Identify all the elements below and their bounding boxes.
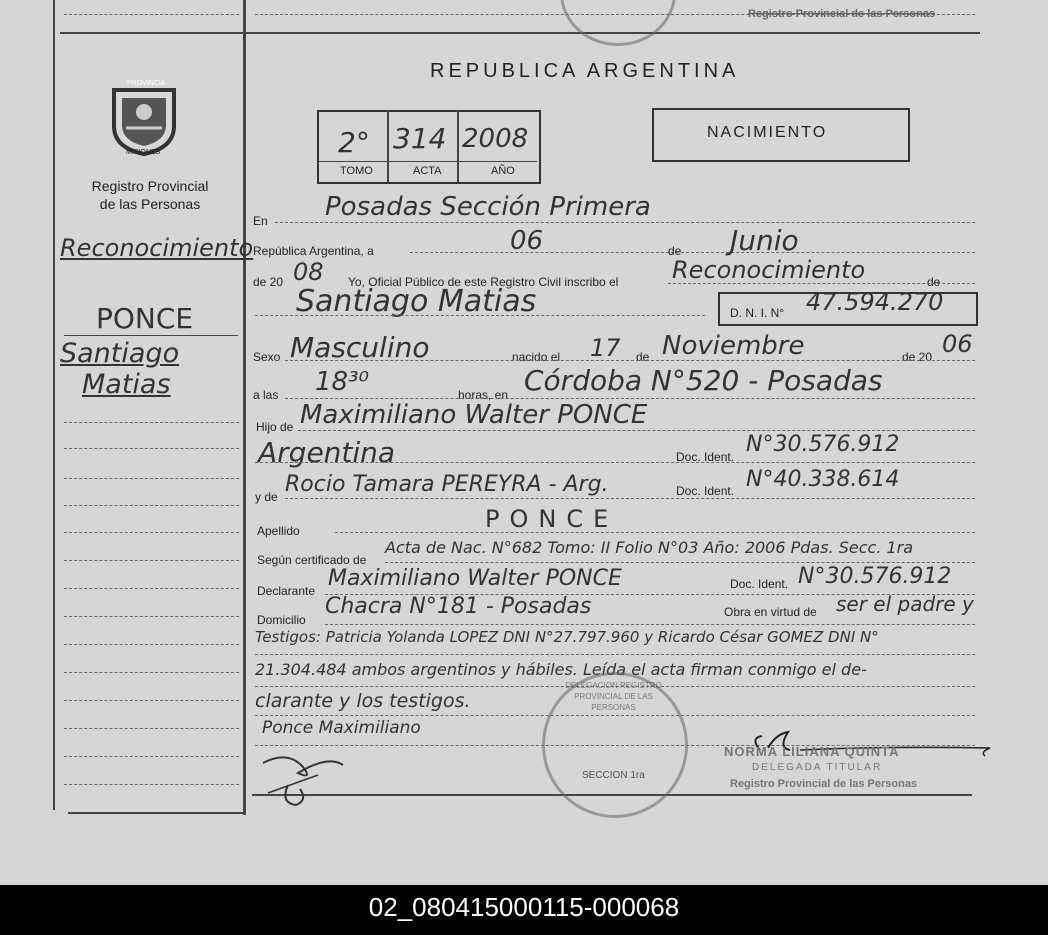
field-padre: Maximiliano Walter PONCE: [300, 400, 648, 430]
country-title: REPUBLICA ARGENTINA: [430, 60, 740, 82]
label-obra: Obra en virtud de: [724, 605, 817, 619]
label-doc-2: Doc. Ident.: [676, 484, 735, 498]
label-hijo: Hijo de: [256, 420, 294, 434]
field-mes: Junio: [730, 224, 799, 257]
label-doc-1: Doc. Ident.: [676, 450, 735, 464]
label-yde: y de: [255, 490, 278, 504]
field-hora: 18³⁰: [315, 367, 369, 397]
label-yo: Yo, Oficial Público de este Registro Civil inscribo el: [348, 275, 619, 289]
field-madre: Rocio Tamara PEREYRA - Arg.: [285, 472, 609, 497]
label-alas: a las: [253, 388, 279, 402]
field-domicilio: Chacra N°181 - Posadas: [325, 594, 592, 619]
label-de20: de 20: [253, 275, 284, 289]
field-testigos-3: clarante y los testigos.: [255, 690, 471, 712]
sidebar-line: [64, 728, 239, 729]
line-nombre: [255, 315, 705, 316]
top-rule: [60, 32, 980, 34]
sidebar-line: [64, 422, 239, 423]
label-republica: República Argentina, a: [253, 244, 374, 258]
acta-value: 314: [393, 122, 447, 155]
field-certificado: Acta de Nac. N°682 Tomo: II Folio N°03 Año: 2006 Pdas. Secc. 1ra: [385, 538, 914, 557]
ano-value: 2008: [462, 124, 529, 154]
label-de-mid: de: [636, 350, 650, 364]
label-en: En: [253, 214, 268, 228]
line-apellido: [335, 532, 975, 533]
field-declarante: Maximiliano Walter PONCE: [328, 566, 622, 591]
field-dia: 06: [510, 226, 544, 256]
partial-round-stamp: [560, 0, 676, 46]
label-de: de: [668, 244, 682, 258]
line-hijo: [298, 430, 975, 431]
field-testigos-2: 21.304.484 ambos argentinos y hábiles. Leída el acta firman conmigo el de-: [255, 660, 867, 679]
seal-bottom-text: MISIONES: [126, 149, 161, 156]
field-testigos-1: Testigos: Patricia Yolanda LOPEZ DNI N°27.797.960 y Ricardo César GOMEZ DNI N°: [255, 628, 879, 646]
sidebar-given-1: Santiago: [60, 338, 180, 369]
ano-label: AÑO: [491, 165, 515, 177]
sidebar-line: [64, 616, 239, 617]
sidebar-line: [64, 756, 239, 757]
column-divider: [243, 0, 246, 815]
sidebar-line: [64, 505, 239, 506]
field-declarante-doc: N°30.576.912: [798, 564, 952, 589]
label-segun: Según certificado de: [257, 553, 367, 567]
line-alas: [285, 398, 975, 399]
sidebar-line: [64, 532, 239, 533]
surname-underline: [64, 335, 238, 336]
bottom-rule-left: [68, 812, 244, 814]
official-registry: Registro Provincial de las Personas: [730, 778, 918, 790]
field-lugar: Posadas Sección Primera: [325, 192, 651, 222]
sidebar-line: [64, 560, 239, 561]
line-testigos-1: [255, 654, 975, 655]
sidebar-line: [64, 644, 239, 645]
field-madre-doc: N°40.338.614: [746, 467, 900, 492]
sidebar-line: [64, 588, 239, 589]
sidebar-line: [64, 478, 239, 479]
sidebar-line: [64, 14, 239, 15]
signature-declarante: Ponce Maximiliano: [262, 718, 421, 738]
label-nacido: nacido el: [512, 350, 561, 364]
acta-label: ACTA: [413, 165, 442, 177]
sidebar-line: [64, 672, 239, 673]
provincial-seal-icon: [104, 78, 184, 158]
label-dni: D. N. I. N°: [730, 306, 785, 320]
line-arg: [255, 462, 975, 463]
left-margin-line: [53, 0, 55, 810]
round-stamp-text: DELEGACION REGISTRO PROVINCIAL DE LAS PERSONAS: [565, 681, 662, 712]
line-yde: [285, 498, 975, 499]
field-lugar-nac: Córdoba N°520 - Posadas: [524, 364, 883, 397]
book-label-rule: [319, 161, 537, 162]
label-declarante: Declarante: [257, 584, 316, 598]
line-inscribe: [668, 283, 975, 284]
field-sexo: Masculino: [290, 331, 430, 364]
field-padre-doc: N°30.576.912: [746, 432, 900, 457]
registry-name: Registro Provincial de las Personas: [91, 178, 209, 212]
line-segun: [385, 562, 975, 563]
round-stamp-bottom: SECCION 1ra: [582, 770, 645, 781]
sidebar-line: [64, 448, 239, 449]
official-title: DELEGADA TITULAR: [752, 762, 883, 773]
label-de-end: de: [927, 275, 941, 289]
line-en: [275, 222, 975, 223]
field-inscribe: Reconocimiento: [672, 256, 866, 284]
tomo-label: TOMO: [340, 165, 373, 177]
sidebar-note: Reconocimiento: [60, 234, 254, 262]
sidebar-given-2: Matias: [82, 369, 171, 400]
stamp-top-text: Registro Provincial de las Personas: [748, 8, 936, 20]
field-obra: ser el padre y: [836, 592, 974, 616]
book-divider: [457, 110, 459, 182]
record-type: NACIMIENTO: [707, 124, 828, 141]
line-republica: [410, 252, 975, 253]
label-de20b: de 20: [902, 350, 933, 364]
field-nac-dia: 17: [590, 334, 621, 362]
field-nombre: Santiago Matias: [296, 284, 537, 319]
label-doc-3: Doc. Ident.: [730, 577, 789, 591]
label-apellido: Apellido: [257, 524, 300, 538]
label-sexo: Sexo: [253, 350, 281, 364]
field-anio: 08: [293, 258, 324, 286]
field-apellido: PONCE: [485, 505, 619, 533]
field-padre-nac: Argentina: [258, 436, 396, 469]
footer-bar: [0, 885, 1048, 935]
label-horas: horas, en: [458, 388, 509, 402]
field-nac-mes: Noviembre: [662, 331, 805, 361]
label-domicilio: Domicilio: [257, 613, 306, 627]
line-sexo: [285, 360, 975, 361]
field-nac-anio: 06: [942, 330, 973, 358]
sidebar-line: [64, 784, 239, 785]
tomo-value: 2°: [338, 126, 370, 159]
sidebar-surname: PONCE: [96, 302, 194, 335]
sidebar-line: [64, 700, 239, 701]
line-domicilio: [325, 624, 975, 625]
field-dni: 47.594.270: [806, 288, 944, 316]
document-id: 02_080415000115-000068: [368, 892, 680, 922]
official-name: NORMA LILIANA QUINTA: [724, 744, 900, 759]
seal-top-text: PROVINCIA: [127, 80, 166, 87]
signature-scribble-icon: [258, 745, 358, 810]
book-divider: [387, 110, 389, 182]
